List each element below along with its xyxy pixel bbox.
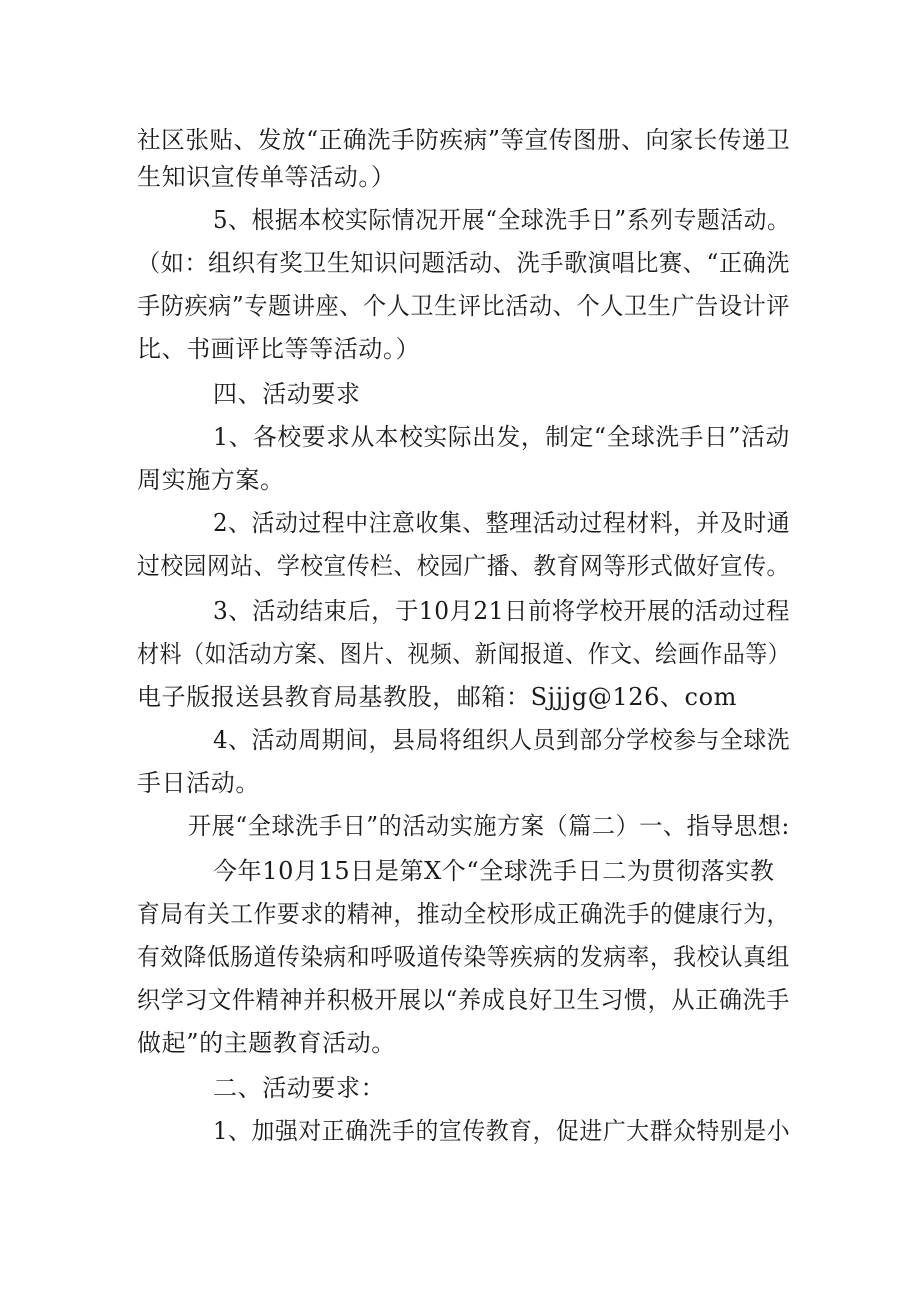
text-line: 材料（如活动方案、图片、视频、新闻报道、作文、绘画作品等） [137,640,791,668]
text-line: 过校园网站、学校宣传栏、校园广播、教育网等形式做好宣传。 [137,552,790,580]
text-line: 周实施方案。 [137,466,285,494]
text-line: 做起”的主题教育活动。 [137,1029,396,1057]
text-line: 有效降低肠道传染病和呼吸道传染等疾病的发病率，我校认真组 [137,943,790,971]
text-line: 2、活动过程中注意收集、整理活动过程材料，并及时通 [213,509,791,537]
section-heading: 开展“全球洗手日”的活动实施方案（篇二）一、指导思想: [188,812,790,840]
text-line: 生知识宣传单等活动。） [137,163,396,191]
section-heading: 二、活动要求： [213,1074,386,1102]
text-line: 今年10月15日是第X个“全球洗手日二为贯彻落实教 [213,857,775,885]
text-line: 电子版报送县教育局基教股，邮箱：Sjjjg@126、com [137,683,737,711]
text-line: 织学习文件精神并积极开展以“养成良好卫生习惯，从正确洗手 [137,986,791,1014]
text-line: 1、各校要求从本校实际出发，制定“全球洗手日”活动 [213,423,790,451]
text-line: 3、活动结束后，于10月21日前将学校开展的活动过程 [213,597,790,625]
section-heading: 四、活动要求 [213,380,361,408]
text-line: 1、加强对正确洗手的宣传教育，促进广大群众特别是小 [213,1117,791,1145]
text-line: 育局有关工作要求的精神，推动全校形成正确洗手的健康行为， [137,900,790,928]
text-line: 手防疾病”专题讲座、个人卫生评比活动、个人卫生广告设计评 [137,292,791,320]
text-line: （如：组织有奖卫生知识问题活动、洗手歌演唱比赛、“正确洗 [137,249,791,277]
text-line: 比、书画评比等等活动。） [137,335,421,363]
text-line: 5、根据本校实际情况开展“全球洗手日”系列专题活动。 [213,206,791,234]
text-line: 社区张贴、发放“正确洗手防疾病”等宣传图册、向家长传递卫 [137,126,791,154]
text-line: 手日活动。 [137,769,260,797]
text-line: 4、活动周期间，县局将组织人员到部分学校参与全球洗 [213,726,791,754]
